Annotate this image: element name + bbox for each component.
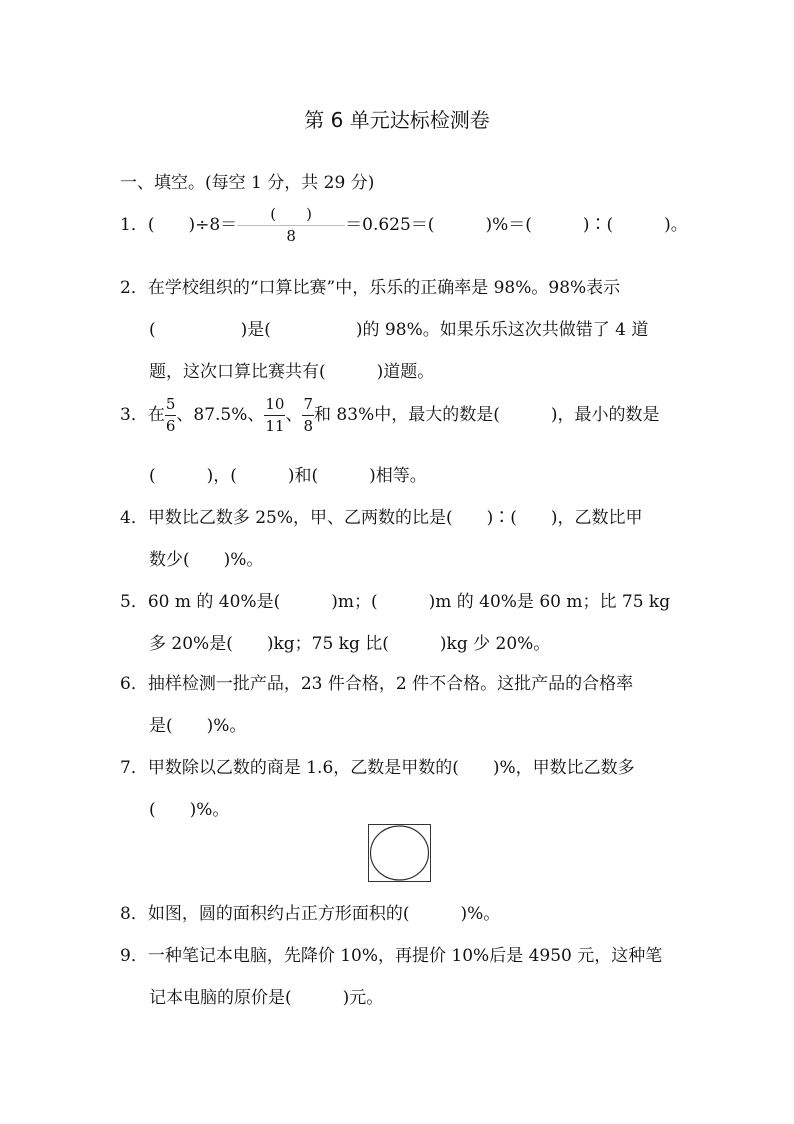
q1-text-b: ＝0.625＝( )%＝( )∶( )。	[345, 215, 688, 235]
page-title: 第 6 单元达标检测卷	[304, 108, 490, 132]
fraction-bar	[165, 415, 177, 416]
q3-text-post: 和 83%中，最大的数是( )，最小的数是	[314, 405, 660, 425]
question-5-line-1: 5．60 m 的 40%是( )m；( )m 的 40%是 60 m；比 75 kg	[120, 592, 671, 612]
q1-fraction	[237, 207, 345, 244]
question-6-line-2: 是( )%。	[149, 716, 247, 736]
question-5-line-2: 多 20%是( )kg；75 kg 比( )kg 少 20%。	[149, 634, 551, 654]
question-7-line-1: 7．甲数除以乙数的商是 1.6，乙数是甲数的( )%，甲数比乙数多	[120, 758, 635, 778]
question-2-line-2: ( )是( )的 98%。如果乐乐这次共做错了 4 道	[149, 320, 649, 340]
q3-fraction-2	[264, 397, 285, 434]
question-3-line-2: ( )，( )和( )相等。	[149, 466, 427, 486]
q3-text-s2: 、	[285, 405, 303, 425]
q3-fraction-1	[165, 397, 177, 434]
question-3-line-1	[120, 397, 659, 434]
fraction-bar	[237, 225, 345, 226]
question-2-line-1: 2．在学校组织的“口算比赛”中，乐乐的正确率是 98%。98%表示	[120, 278, 621, 298]
fraction-numerator: 7	[303, 395, 314, 413]
section-heading: 一、填空。(每空 1 分，共 29 分)	[120, 173, 375, 193]
q3-text-pre: 3．在	[120, 405, 165, 425]
question-7-line-2: ( )%。	[149, 800, 230, 820]
fraction-denominator: 6	[165, 417, 176, 435]
fraction-denominator: 11	[265, 417, 285, 435]
question-4-line-2: 数少( )%。	[149, 550, 264, 570]
question-9-line-1: 9．一种笔记本电脑，先降价 10%，再提价 10%后是 4950 元，这种笔	[120, 946, 663, 966]
question-2-line-3: 题，这次口算比赛共有( )道题。	[149, 362, 435, 382]
q1-denominator: 8	[286, 227, 296, 245]
question-6-line-1: 6．抽样检测一批产品，23 件合格，2 件不合格。这批产品的合格率	[120, 674, 634, 694]
question-9-line-2: 记本电脑的原价是( )元。	[149, 988, 384, 1008]
q3-text-s1: 、87.5%、	[176, 405, 265, 425]
fraction-numerator: 5	[165, 395, 176, 413]
fraction-bar	[264, 415, 285, 416]
fraction-numerator: 10	[265, 395, 285, 413]
circle-in-square-figure	[368, 824, 431, 882]
question-1	[120, 207, 688, 244]
fraction-denominator: 8	[303, 417, 314, 435]
question-8-line-1: 8．如图，圆的面积约占正方形面积的( )%。	[120, 904, 501, 924]
q1-text-a: 1．( )÷8＝	[120, 215, 238, 235]
circle-icon	[369, 825, 430, 881]
question-4-line-1: 4．甲数比乙数多 25%，甲、乙两数的比是( )∶( )，乙数比甲	[120, 508, 643, 528]
fraction-bar	[302, 415, 314, 416]
q3-fraction-3	[302, 397, 314, 434]
q1-numerator: ( )	[270, 205, 312, 223]
